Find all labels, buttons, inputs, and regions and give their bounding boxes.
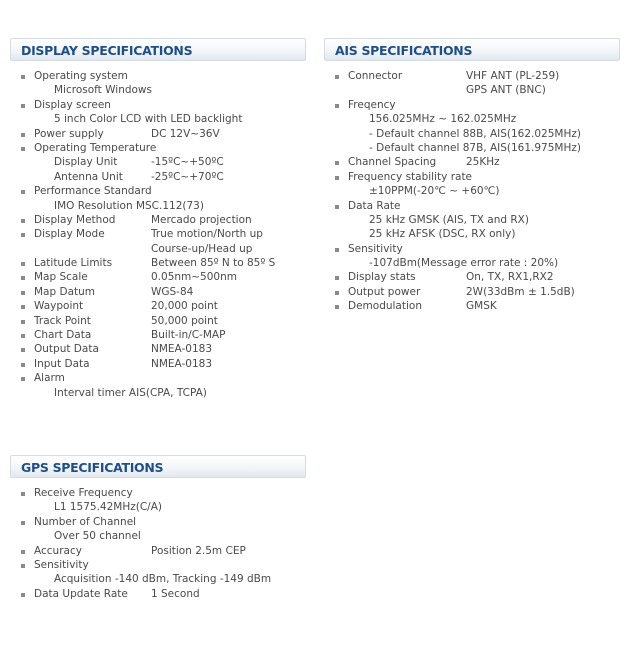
gps-specifications-section	[10, 455, 306, 601]
bullet-icon	[335, 161, 339, 165]
bullet-icon	[21, 320, 25, 324]
spec-row	[10, 357, 306, 371]
bullet-icon	[21, 233, 25, 237]
spec-detail: 25 kHz GMSK (AIS, TX and RX)	[369, 213, 529, 226]
spec-value: NMEA-0183	[151, 357, 213, 370]
spec-label: Receive Frequency	[34, 487, 133, 499]
bullet-icon	[335, 104, 339, 108]
spec-detail-row	[324, 83, 620, 97]
spec-row	[10, 558, 306, 572]
spec-row	[10, 371, 306, 385]
spec-detail-row	[10, 386, 306, 400]
spec-row	[10, 314, 306, 328]
spec-label: Performance Standard	[34, 185, 152, 198]
spec-label: Display screen	[34, 98, 111, 111]
spec-detail-row	[324, 112, 620, 126]
spec-detail: 25 kHz AFSK (DSC, RX only)	[369, 228, 516, 241]
spec-detail-row	[10, 500, 306, 514]
spec-label: Display Mode	[34, 228, 105, 241]
spec-row	[10, 328, 306, 342]
spec-row	[324, 170, 620, 184]
spec-value: VHF ANT (PL-259)	[466, 70, 560, 82]
bullet-icon	[21, 276, 25, 280]
spec-label: Display stats	[348, 271, 416, 284]
spec-row	[10, 515, 306, 529]
bullet-icon	[21, 521, 25, 525]
spec-label: Data Update Rate	[34, 587, 128, 600]
spec-row	[10, 227, 306, 241]
spec-detail: - Default channel 88B, AIS(162.025MHz)	[369, 127, 581, 140]
spec-detail: -107dBm(Message error rate : 20%)	[369, 257, 559, 270]
spec-row	[10, 587, 306, 601]
spec-value: 2W(33dBm ± 1.5dB)	[466, 285, 575, 298]
bullet-icon	[21, 334, 25, 338]
spec-label: Power supply	[34, 127, 104, 140]
spec-label: Map Scale	[34, 271, 88, 284]
spec-row	[324, 285, 620, 299]
ais-specifications-section	[324, 38, 620, 314]
spec-value: 0.05nm~500nm	[151, 271, 237, 284]
bullet-icon	[335, 276, 339, 280]
spec-row	[10, 98, 306, 112]
bullet-icon	[335, 75, 339, 79]
spec-row	[10, 342, 306, 356]
spec-detail-row	[10, 83, 306, 97]
spec-value: Between 85º N to 85º S	[151, 257, 276, 270]
spec-label: Accuracy	[34, 544, 82, 557]
spec-label: Latitude Limits	[34, 257, 113, 270]
bullet-icon	[21, 305, 25, 309]
spec-value: DC 12V~36V	[151, 127, 220, 140]
spec-row	[10, 285, 306, 299]
spec-row	[324, 270, 620, 284]
spec-detail-row	[10, 242, 306, 256]
spec-row	[10, 256, 306, 270]
spec-label: Output Data	[34, 343, 99, 356]
bullet-icon	[21, 593, 25, 597]
spec-label: Waypoint	[34, 300, 84, 313]
spec-label: Frequency stability rate	[348, 170, 473, 183]
spec-value: Built-in/C-MAP	[151, 329, 226, 342]
spec-label: Channel Spacing	[348, 156, 437, 169]
gps-specifications-title: GPS SPECIFICATIONS	[21, 460, 164, 475]
spec-value: GMSK	[466, 300, 497, 313]
bullet-icon	[21, 564, 25, 568]
display-specifications-section	[10, 38, 306, 400]
spec-value: Mercado projection	[151, 213, 252, 226]
bullet-icon	[21, 147, 25, 151]
spec-label: Operating system	[34, 70, 128, 82]
spec-detail-row	[10, 572, 306, 586]
spec-label: Display Method	[34, 213, 116, 226]
spec-value: Position 2.5m CEP	[151, 544, 246, 557]
spec-detail-row	[324, 184, 620, 198]
spec-detail-row	[10, 170, 306, 184]
spec-detail: Microsoft Windows	[54, 84, 152, 97]
spec-detail-row	[10, 199, 306, 213]
spec-detail-row	[10, 112, 306, 126]
spec-row	[10, 69, 306, 83]
spec-detail-row	[324, 227, 620, 241]
spec-detail: - Default channel 87B, AIS(161.975MHz)	[369, 141, 581, 154]
bullet-icon	[21, 262, 25, 266]
spec-detail-row	[324, 141, 620, 155]
spec-detail-row	[324, 213, 620, 227]
spec-detail: Over 50 channel	[54, 530, 141, 543]
spec-label: Data Rate	[348, 199, 401, 212]
spec-row	[10, 270, 306, 284]
spec-value: -15ºC~+50ºC	[151, 156, 224, 169]
spec-row	[324, 199, 620, 213]
bullet-icon	[21, 550, 25, 554]
gps-specifications-header	[10, 455, 306, 478]
spec-detail: IMO Resolution MSC.112(73)	[54, 199, 204, 212]
spec-row	[10, 299, 306, 313]
spec-row	[324, 242, 620, 256]
spec-value: On, TX, RX1,RX2	[466, 271, 554, 284]
spec-value: Course-up/Head up	[151, 242, 253, 255]
bullet-icon	[21, 492, 25, 496]
spec-row	[324, 69, 620, 83]
spec-row	[10, 184, 306, 198]
ais-specifications-header	[324, 38, 620, 61]
spec-detail: 156.025MHz ~ 162.025MHz	[369, 113, 517, 126]
spec-label: Input Data	[34, 357, 90, 370]
spec-detail: Interval timer AIS(CPA, TCPA)	[54, 386, 207, 399]
spec-label: Alarm	[34, 372, 65, 385]
spec-value: 1 Second	[151, 587, 200, 600]
bullet-icon	[21, 104, 25, 108]
spec-detail-row	[324, 256, 620, 270]
bullet-icon	[335, 248, 339, 252]
spec-row	[324, 299, 620, 313]
spec-row	[10, 486, 306, 500]
bullet-icon	[21, 363, 25, 367]
bullet-icon	[335, 176, 339, 180]
spec-value: GPS ANT (BNC)	[466, 84, 546, 97]
display-specifications-header	[10, 38, 306, 61]
bullet-icon	[21, 133, 25, 137]
spec-detail-row	[324, 127, 620, 141]
spec-label: Freqency	[348, 98, 396, 111]
gps-spec-list	[10, 486, 306, 601]
bullet-icon	[335, 305, 339, 309]
spec-value: 50,000 point	[151, 314, 218, 327]
bullet-icon	[335, 205, 339, 209]
spec-label: Demodulation	[348, 300, 422, 313]
spec-value: 25KHz	[466, 156, 500, 169]
spec-value: WGS-84	[151, 285, 194, 298]
display-spec-list	[10, 69, 306, 400]
spec-row	[324, 155, 620, 169]
ais-specifications-title: AIS SPECIFICATIONS	[335, 43, 473, 58]
bullet-icon	[21, 219, 25, 223]
spec-row	[324, 98, 620, 112]
bullet-icon	[335, 291, 339, 295]
spec-detail: 5 inch Color LCD with LED backlight	[54, 113, 243, 126]
bullet-icon	[21, 291, 25, 295]
spec-value: True motion/North up	[151, 228, 263, 241]
spec-detail: ±10PPM(-20℃ ~ +60℃)	[369, 185, 500, 198]
spec-value: NMEA-0183	[151, 343, 213, 356]
spec-detail: Display Unit	[54, 156, 118, 169]
spec-label: Track Point	[34, 314, 91, 327]
spec-row	[10, 127, 306, 141]
spec-row	[10, 213, 306, 227]
spec-value: 20,000 point	[151, 300, 218, 313]
spec-label: Map Datum	[34, 285, 96, 298]
spec-detail-row	[10, 529, 306, 543]
spec-detail: Antenna Unit	[54, 170, 123, 183]
spec-detail: Acquisition -140 dBm, Tracking -149 dBm	[54, 573, 272, 586]
spec-label: Sensitivity	[348, 242, 403, 255]
spec-row	[10, 544, 306, 558]
spec-label: Output power	[348, 285, 421, 298]
spec-value: -25ºC~+70ºC	[151, 170, 224, 183]
bullet-icon	[21, 377, 25, 381]
spec-row	[10, 141, 306, 155]
ais-spec-list	[324, 69, 620, 314]
spec-label: Connector	[348, 70, 403, 82]
spec-label: Number of Channel	[34, 515, 137, 528]
spec-label: Chart Data	[34, 329, 92, 342]
bullet-icon	[21, 348, 25, 352]
spec-detail-row	[10, 155, 306, 169]
display-specifications-title: DISPLAY SPECIFICATIONS	[21, 43, 193, 58]
bullet-icon	[21, 75, 25, 79]
spec-label: Sensitivity	[34, 558, 89, 571]
bullet-icon	[21, 190, 25, 194]
spec-detail: L1 1575.42MHz(C/A)	[54, 501, 162, 514]
spec-label: Operating Temperature	[34, 141, 157, 154]
